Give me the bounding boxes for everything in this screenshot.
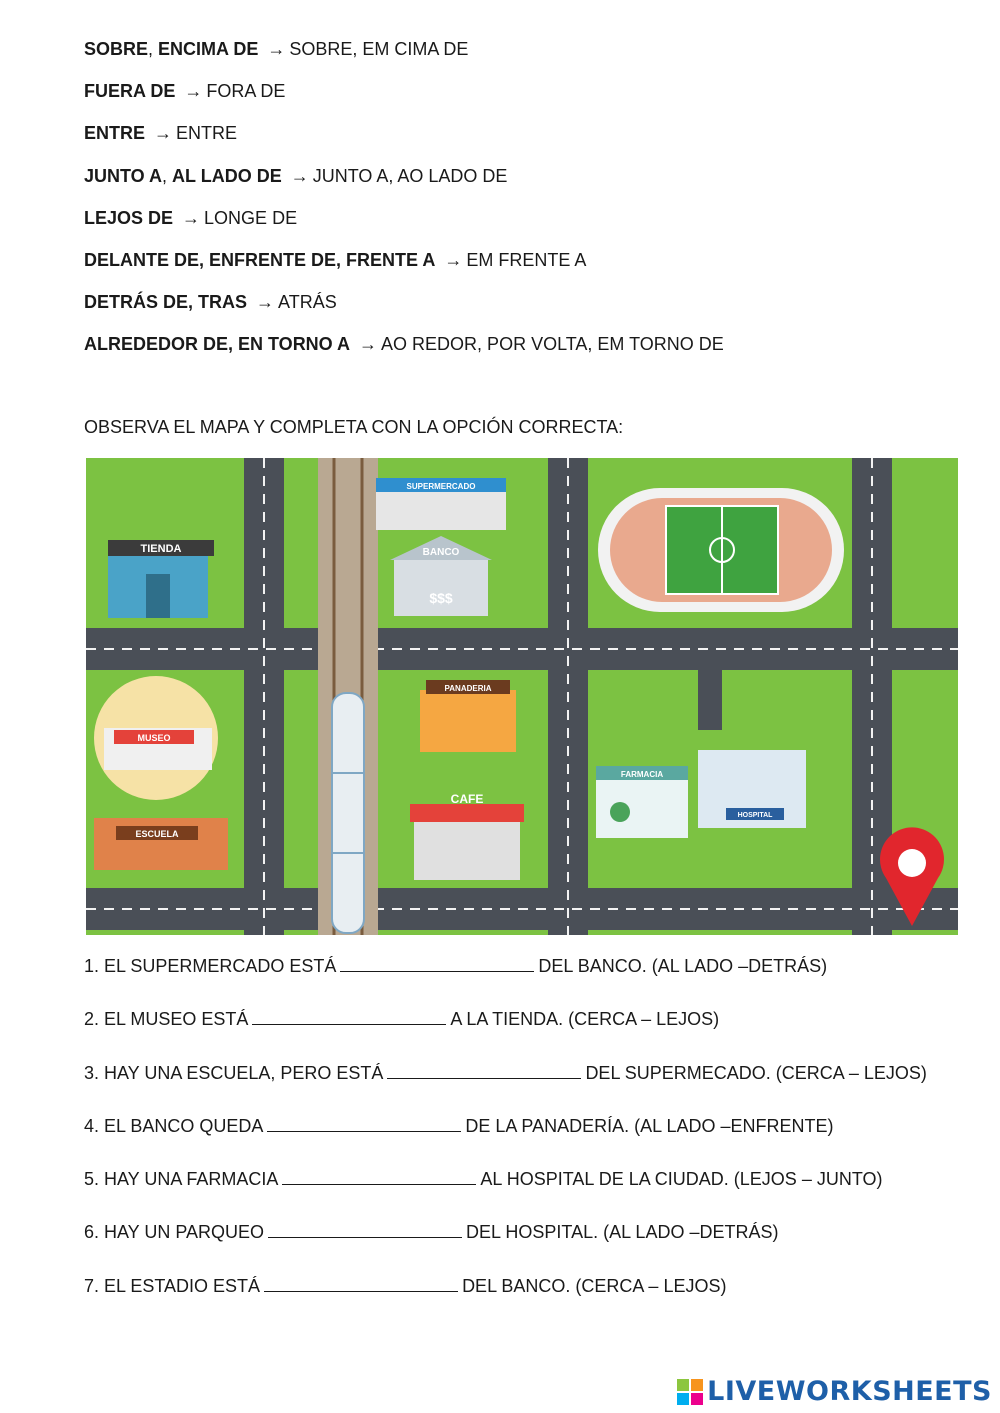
vocab-es: ENTRE: [84, 123, 146, 144]
question-text: 6. HAY UN PARQUEO: [84, 1222, 265, 1243]
museo-label: MUSEO: [137, 733, 171, 743]
arrow-right-icon: →: [182, 207, 201, 228]
panaderia-label: PANADERIA: [444, 684, 492, 693]
vocab-row: [84, 163, 724, 205]
supermercado-building: [376, 478, 506, 530]
vocab-pt: FORA DE: [206, 81, 286, 102]
stadium: [598, 488, 844, 612]
arrow-right-icon: →: [256, 292, 275, 313]
question-options: DEL BANCO. (CERCA – LEJOS): [462, 1275, 727, 1296]
vocab-pt: ATRÁS: [278, 292, 337, 313]
answer-blank[interactable]: [282, 1166, 476, 1185]
question-options: A LA TIENDA. (CERCA – LEJOS): [450, 1009, 720, 1030]
vocab-sep: ,: [148, 39, 159, 59]
escuela-building: [94, 818, 228, 870]
liveworksheets-icon: [677, 1379, 703, 1405]
question-item: [84, 1219, 927, 1272]
question-text: 4. EL BANCO QUEDA: [84, 1115, 264, 1136]
vocab-es: ENCIMA DE: [158, 39, 259, 59]
vocab-row: [84, 247, 724, 289]
panaderia-building: [420, 680, 516, 752]
vocab-pt: JUNTO A, AO LADO DE: [312, 165, 508, 186]
vocab-row: [84, 331, 724, 373]
answer-blank[interactable]: [387, 1060, 581, 1079]
vocab-row: [84, 78, 724, 120]
question-item: [84, 1166, 927, 1219]
vocab-row: [84, 205, 724, 247]
hospital-label: HOSPITAL: [737, 812, 773, 819]
question-options: AL HOSPITAL DE LA CIUDAD. (LEJOS – JUNTO): [480, 1169, 883, 1190]
question-text: 3. HAY UNA ESCUELA, PERO ESTÁ: [84, 1062, 384, 1083]
vocab-pt: AO REDOR, POR VOLTA, EM TORNO DE: [381, 334, 724, 355]
escuela-label: ESCUELA: [135, 829, 179, 839]
museo-building: [94, 676, 218, 800]
vocab-es: AL LADO DE: [172, 165, 282, 186]
question-item: [84, 953, 927, 1006]
vocab-row: [84, 120, 724, 162]
answer-blank[interactable]: [267, 1113, 461, 1132]
question-item: [84, 1113, 927, 1166]
banco-sign: $$$: [429, 590, 453, 606]
vocab-es: DETRÁS DE, TRAS: [84, 292, 248, 313]
arrow-right-icon: →: [184, 81, 203, 102]
question-text: 5. HAY UNA FARMACIA: [84, 1169, 279, 1190]
vocab-pt: LONGE DE: [204, 207, 298, 228]
answer-blank[interactable]: [264, 1273, 458, 1292]
tienda-building: [108, 540, 214, 618]
vocab-es: DELANTE DE, ENFRENTE DE, FRENTE A: [84, 249, 436, 270]
arrow-right-icon: →: [290, 165, 309, 186]
vocab-es: ALREDEDOR DE, EN TORNO A: [84, 334, 351, 355]
vocab-sep: ,: [162, 165, 173, 186]
arrow-right-icon: →: [359, 334, 378, 355]
vocab-es: FUERA DE: [84, 81, 176, 102]
answer-blank[interactable]: [252, 1006, 446, 1025]
vocab-row: [84, 36, 724, 78]
answer-blank[interactable]: [340, 953, 534, 972]
question-options: DEL BANCO. (AL LADO –DETRÁS): [538, 956, 828, 976]
banco-label: BANCO: [422, 547, 460, 558]
vocab-pt: SOBRE, EM CIMA DE: [289, 39, 469, 59]
question-options: DEL SUPERMECADO. (CERCA – LEJOS): [585, 1062, 927, 1083]
farmacia-label: FARMACIA: [620, 770, 664, 779]
vocab-pt: ENTRE: [176, 123, 238, 144]
arrow-right-icon: →: [154, 123, 173, 144]
arrow-right-icon: →: [444, 249, 463, 270]
answer-blank[interactable]: [268, 1219, 462, 1238]
question-list: [84, 953, 927, 1326]
vocab-es: SOBRE: [84, 39, 149, 59]
vocab-row: [84, 289, 724, 331]
farmacia-building: [596, 766, 688, 838]
liveworksheets-logo: [677, 1376, 992, 1407]
city-map: [86, 458, 958, 935]
tienda-label: TIENDA: [140, 543, 182, 555]
question-options: DE LA PANADERÍA. (AL LADO –ENFRENTE): [465, 1115, 834, 1136]
vocab-es: JUNTO A: [84, 165, 163, 186]
instruction-text: OBSERVA EL MAPA Y COMPLETA CON LA OPCIÓN CORRECTA:: [84, 417, 624, 437]
question-text: 1. EL SUPERMERCADO ESTÁ: [84, 956, 337, 976]
supermercado-label: SUPERMERCADO: [406, 482, 476, 491]
vocabulary-list: [84, 36, 724, 374]
question-text: 7. EL ESTADIO ESTÁ: [84, 1275, 261, 1296]
cafe-label: CAFE: [450, 792, 484, 806]
question-item: [84, 1060, 927, 1113]
brand-text: LIVEWORKSHEETS: [707, 1376, 992, 1407]
railway: [318, 458, 378, 935]
question-item: [84, 1273, 927, 1326]
question-item: [84, 1006, 927, 1059]
hospital-building: [698, 750, 806, 828]
vocab-pt: EM FRENTE A: [466, 249, 587, 270]
question-text: 2. EL MUSEO ESTÁ: [84, 1009, 249, 1030]
vocab-es: LEJOS DE: [84, 207, 174, 228]
question-options: DEL HOSPITAL. (AL LADO –DETRÁS): [466, 1222, 779, 1243]
cafe-building: [410, 792, 524, 880]
arrow-right-icon: →: [267, 39, 286, 59]
